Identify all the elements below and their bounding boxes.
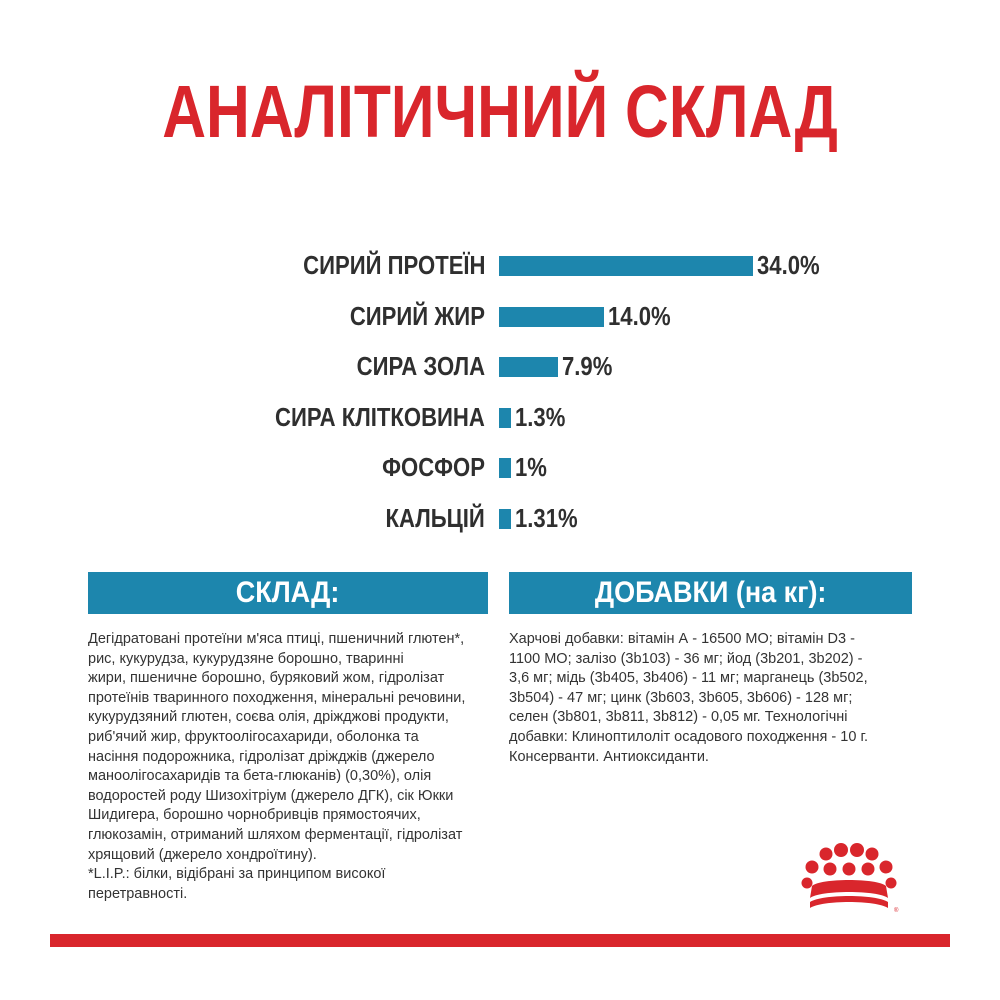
value-bar bbox=[499, 357, 558, 377]
category-label: СИРА КЛІТКОВИНА bbox=[275, 401, 485, 432]
value-bar bbox=[499, 256, 753, 276]
value-bar bbox=[499, 408, 511, 428]
composition-header bbox=[88, 572, 488, 614]
chart-row bbox=[0, 240, 1000, 290]
text-line: насіння подорожника, гідролізат дріжджів (джерело bbox=[88, 748, 435, 765]
chart-row bbox=[0, 493, 1000, 543]
chart-row bbox=[0, 291, 1000, 341]
category-label: СИРИЙ ПРОТЕЇН bbox=[302, 250, 485, 280]
text-line: селен (3b801, 3b811, 3b812) - 0,05 мг. Технологічні bbox=[509, 709, 848, 726]
text-line: Шидигера, борошно чорнобривців прямостоячих, bbox=[88, 807, 421, 824]
chart-row bbox=[0, 341, 1000, 391]
text-line: глюкозамін, отриманий шляхом ферментації, гідролізат bbox=[88, 826, 463, 843]
text-line: рис, кукурудза, кукурудзяне борошно, тваринні bbox=[88, 650, 404, 667]
chart-row bbox=[0, 392, 1000, 442]
additives-text bbox=[509, 630, 914, 767]
composition-text bbox=[88, 630, 500, 904]
text-line: 3b504) - 47 мг; цинк (3b603, 3b605, 3b606) - 128 мг; bbox=[509, 689, 853, 706]
text-line: перетравності. bbox=[88, 885, 188, 902]
value-label: 1% bbox=[515, 452, 547, 482]
text-line: Харчові добавки: вітамін А - 16500 МО; вітамін D3 - bbox=[509, 631, 855, 647]
category-label: СИРИЙ ЖИР bbox=[349, 300, 485, 331]
text-line: риб'ячий жир, фруктоолігосахариди, оболонка та bbox=[88, 728, 419, 745]
category-label: СИРА ЗОЛА bbox=[356, 351, 485, 381]
category-label: ФОСФОР bbox=[382, 452, 485, 482]
value-label: 14.0% bbox=[608, 300, 671, 331]
composition-heading: СКЛАД: bbox=[236, 576, 340, 609]
text-line: водоростей роду Шизохітріум (джерело ДГК), сік Юкки bbox=[88, 787, 454, 804]
text-line: 3,6 мг; мідь (3b405, 3b406) - 11 мг; марганець (3b502, bbox=[509, 670, 868, 687]
additives-header bbox=[509, 572, 912, 614]
text-line: жири, пшеничне борошно, буряковий жом, гідролізат bbox=[88, 670, 445, 687]
bottom-red-band bbox=[50, 934, 950, 947]
text-line: Консерванти. Антиоксиданти. bbox=[509, 748, 709, 765]
value-label: 34.0% bbox=[757, 250, 820, 280]
value-label: 1.3% bbox=[515, 401, 566, 432]
text-line: кукурудзяний глютен, соєва олія, дріжджові продукти, bbox=[88, 709, 449, 726]
value-label: 1.31% bbox=[515, 502, 578, 533]
page-title: АНАЛІТИЧНИЙ СКЛАД bbox=[162, 70, 838, 153]
text-line: 1100 МО; залізо (3b103) - 36 мг; йод (3b201, 3b202) - bbox=[509, 650, 863, 667]
value-bar bbox=[499, 307, 604, 327]
registered-mark: ® bbox=[894, 908, 899, 914]
category-label: КАЛЬЦІЙ bbox=[385, 502, 485, 533]
chart-row bbox=[0, 442, 1000, 492]
text-line: добавки: Клиноптилоліт осадового походження - 10 г. bbox=[509, 728, 868, 745]
text-line: *L.I.P.: білки, відібрані за принципом високої bbox=[88, 866, 386, 883]
text-line: маноолігосахаридів та бета-глюканів) (0,30%), олія bbox=[88, 768, 432, 785]
additives-heading: ДОБАВКИ (на кг): bbox=[594, 576, 827, 609]
text-line: хрящовий (джерело хондроїтину). bbox=[88, 846, 317, 863]
value-bar bbox=[499, 509, 511, 529]
text-line: протеїнів тваринного походження, мінеральні речовини, bbox=[88, 689, 466, 706]
crown-logo-icon bbox=[798, 842, 900, 914]
value-bar bbox=[499, 458, 511, 478]
analysis-bar-chart bbox=[0, 240, 1000, 540]
value-label: 7.9% bbox=[562, 351, 613, 381]
text-line: Дегідратовані протеїни м'яса птиці, пшеничний глютен*, bbox=[88, 631, 465, 647]
